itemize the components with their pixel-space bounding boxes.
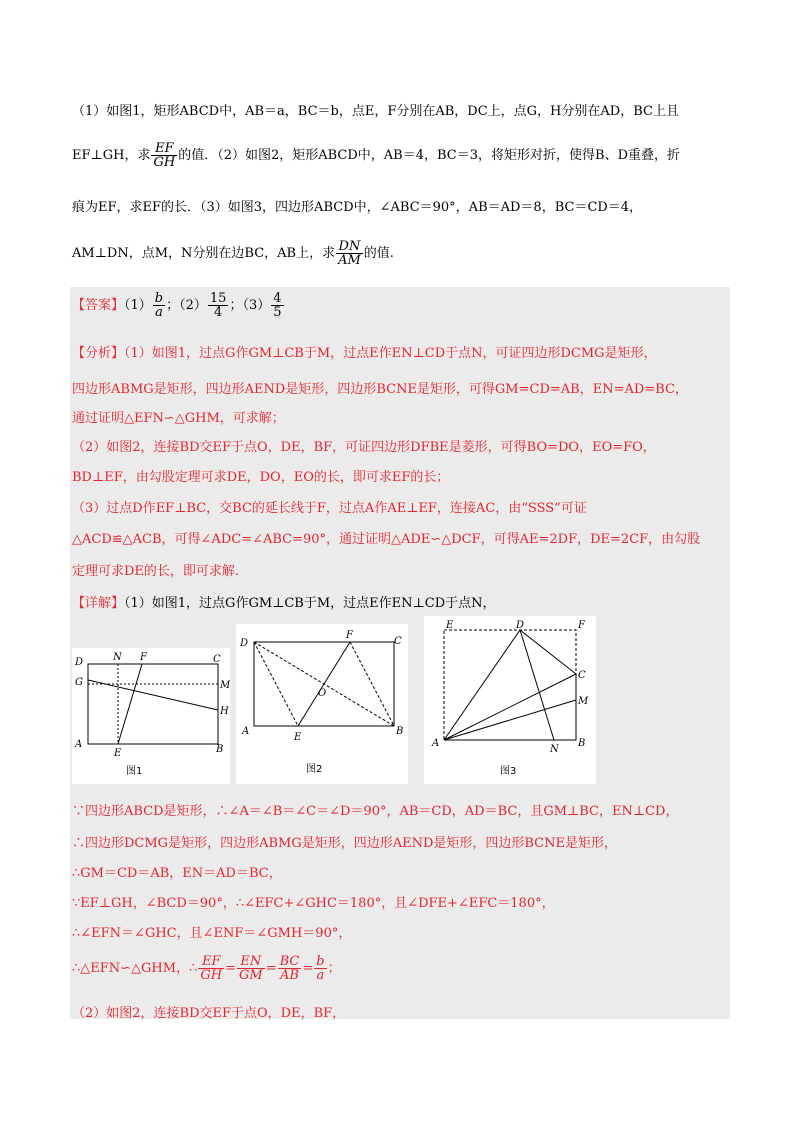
answer-line: 【答案】（1） $\frac{b}{a}$ ；（2） $\frac{15}{4}$ ；（3） $\frac{4}{5}$ xyxy=(72,291,282,320)
problem-line-1: （1）如图1，矩形ABCD中，AB＝a，BC＝b，点E，F分别在AB，DC上，点G，H分别在AD，BC上且 xyxy=(72,104,679,119)
fig3-label-a: A xyxy=(432,738,440,749)
detail-statement-7: （2）如图2，连接BD交EF于点O，DE，BF， xyxy=(72,1006,346,1021)
fig1-label-h: H xyxy=(220,706,229,717)
fig3-label-d: D xyxy=(516,620,525,631)
fig2-label-b: B xyxy=(396,726,404,737)
analysis-line-1: 【分析】（1）如图1，过点G作GM⊥CB于M，过点E作EN⊥CD于点N，可证四边形DCMG是矩形， xyxy=(72,346,657,361)
fig1-label-a: A xyxy=(75,739,83,750)
fig1-label-g: G xyxy=(75,677,83,688)
fig2-label-d: D xyxy=(240,638,249,649)
analysis-line-6: （3）过点D作EF⊥BC，交BC的延长线于F，过点A作AE⊥EF，连接AC，由“SSS”可证 xyxy=(72,501,587,516)
problem-line-4-pre: AM⊥DN，点M，N分别在边BC，AB上，求 xyxy=(72,246,336,261)
analysis-line-7: △ACD≌△ACB，可得∠ADC=∠ABC=90°，通过证明△ADE∽△DCF，可得AE=2DF，DE=2CF，由勾股 xyxy=(72,532,701,547)
answer-2-fraction: $\frac{15}{4}$ xyxy=(209,291,227,320)
fig3-caption: 图3 xyxy=(500,766,517,777)
problem-line-4 xyxy=(72,240,394,267)
analysis-line-4: （2）如图2，连接BD交EF于点O，DE，BF，可证四边形DFBE是菱形，可得BO=DO，EO=FO， xyxy=(72,440,656,455)
analysis-line-8: 定理可求DE的长，即可求解. xyxy=(72,564,240,579)
fig3-label-b: B xyxy=(578,738,586,749)
fraction-ef-gh: $\frac{EF}{GH}$ xyxy=(153,141,176,170)
fig2-label-f: F xyxy=(346,630,353,641)
fig1-caption: 图1 xyxy=(126,766,143,777)
detail-statement-2: ∴四边形DCMG是矩形，四边形ABMG是矩形，四边形AEND是矩形，四边形BCNE是矩形， xyxy=(72,836,617,851)
figure-3 xyxy=(424,616,596,784)
detail-line-1: 【详解】（1）如图1，过点G作GM⊥CB于M，过点E作EN⊥CD于点N， xyxy=(72,596,496,611)
fig3-label-c: C xyxy=(578,670,586,681)
fig2-caption: 图2 xyxy=(306,764,323,775)
fig1-label-n: N xyxy=(113,652,122,663)
detail-statement-5: ∴∠EFN＝∠GHC，且∠ENF＝∠GMH＝90°， xyxy=(72,926,352,941)
problem-line-2-post: 的值．（2）如图2，矩形ABCD中，AB＝4，BC＝3，将矩形对折，使得B、D重叠，折 xyxy=(178,148,680,163)
fig1-label-c: C xyxy=(213,654,221,665)
answer-1-fraction: $\frac{b}{a}$ xyxy=(154,291,164,320)
detail-fraction-bc-ab: $\frac{BC}{AB}$ xyxy=(279,954,300,983)
detail-statement-1: ∵四边形ABCD是矩形，∴∠A＝∠B＝∠C＝∠D＝90°，AB＝CD，AD＝BC，且GM⊥BC，EN⊥CD， xyxy=(72,804,679,819)
detail-statement-4: ∵EF⊥GH，∠BCD＝90°，∴∠EFC+∠GHC＝180°，且∠DFE+∠EFC＝180°， xyxy=(72,896,555,911)
detail-fraction-ef-gh: $\frac{EF}{GH}$ xyxy=(200,954,223,983)
analysis-tag: 【分析】 xyxy=(72,346,125,361)
fig1-label-e: E xyxy=(114,748,122,759)
fig2-label-c: C xyxy=(394,636,402,647)
fig2-label-o: O xyxy=(318,688,327,699)
figure-1 xyxy=(72,648,230,784)
fig3-label-n: N xyxy=(550,744,559,755)
analysis-line-2: 四边形ABMG是矩形，四边形AEND是矩形，四边形BCNE是矩形，可得GM=CD=AB，EN=AD=BC， xyxy=(72,382,688,397)
fig1-label-f: F xyxy=(140,652,147,663)
fig1-label-b: B xyxy=(216,744,224,755)
fraction-dn-am: $\frac{DN}{AM}$ xyxy=(338,239,361,268)
figure-2 xyxy=(236,624,408,784)
fig3-label-e: E xyxy=(446,620,454,631)
problem-line-2 xyxy=(72,142,680,169)
problem-line-2-pre: EF⊥GH，求 xyxy=(72,148,151,163)
fig2-label-e: E xyxy=(294,732,302,743)
detail-statement-6: ∴△EFN∽△GHM，∴ $\frac{EF}{GH}$ = $\frac{EN}{GM}$ = $\frac{BC}{AB}$ = $\frac{b}{a}$ ； xyxy=(72,954,341,983)
fig2-label-a: A xyxy=(242,726,250,737)
fig3-label-f: F xyxy=(578,620,585,631)
analysis-line-3: 通过证明△EFN∽△GHM，可求解； xyxy=(72,411,285,426)
fig1-label-m: M xyxy=(220,680,230,691)
detail-fraction-en-gm: $\frac{EN}{GM}$ xyxy=(239,954,263,983)
detail-statement-3: ∴GM＝CD＝AB，EN＝AD＝BC， xyxy=(72,866,282,881)
detail-fraction-b-a: $\frac{b}{a}$ xyxy=(316,954,325,983)
detail-tag: 【详解】 xyxy=(72,596,125,611)
fig3-label-m: M xyxy=(578,696,589,707)
answer-tag: 【答案】 xyxy=(72,298,125,313)
problem-line-4-post: 的值. xyxy=(363,246,394,261)
analysis-line-5: BD⊥EF，由勾股定理可求DE，DO，EO的长，即可求EF的长； xyxy=(72,470,450,485)
fig1-label-d: D xyxy=(75,657,84,668)
problem-line-3: 痕为EF，求EF的长．（3）如图3，四边形ABCD中，∠ABC＝90°，AB＝AD＝8，BC＝CD＝4， xyxy=(72,200,643,215)
answer-3-fraction: $\frac{4}{5}$ xyxy=(273,291,282,320)
